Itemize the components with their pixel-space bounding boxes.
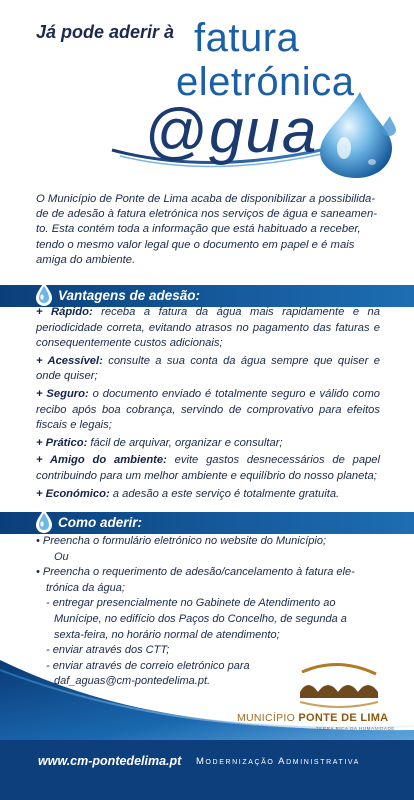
- email-address: daf_aguas@cm-pontedelima.pt.: [54, 675, 211, 688]
- list-item: sexta-feira, no horário normal de atendimento;: [54, 628, 280, 641]
- water-drop-icon: [34, 508, 54, 534]
- list-item: - entregar presencialmente no Gabinete de Atendimento ao: [46, 597, 336, 610]
- list-item: [36, 453, 380, 484]
- advantage-label: + Prático:: [36, 436, 88, 449]
- hero-title-line3: @gua: [144, 97, 319, 166]
- intro-line: tendo o mesmo valor legal que o documento em papel e é mais: [36, 238, 355, 251]
- intro-line: amiga do ambiente.: [36, 253, 136, 266]
- list-item: [36, 354, 380, 385]
- advantage-text: fácil de arquivar, organizar e consultar;: [87, 436, 283, 449]
- water-drop-icon: [34, 281, 54, 307]
- logo-prefix: MUNICÍPIO: [237, 712, 296, 724]
- advantage-label: + Rápido:: [36, 306, 93, 318]
- logo-name: [237, 712, 388, 724]
- list-item: • Preencha o requerimento de adesão/cancelamento à fatura ele-: [36, 566, 355, 579]
- advantage-label: + Acessível:: [36, 354, 103, 367]
- list-item: [36, 487, 380, 503]
- advantage-label: + Económico:: [36, 487, 110, 500]
- advantages-title: Vantagens de adesão:: [58, 288, 201, 303]
- footer-bar: [0, 740, 414, 800]
- advantages-list: [36, 305, 380, 504]
- logo-tagline: TERRA RICA DA HUMANIDADE: [316, 726, 395, 731]
- list-item: • Preencha o formulário eletrónico no website do Município;: [36, 535, 327, 547]
- intro-line: O Município de Ponte de Lima acaba de disponibilizar a possibilida-: [36, 193, 376, 205]
- intro-paragraph: [36, 192, 380, 268]
- intro-line: de de adesão à fatura eletrónica nos serviços de água e saneamen-: [36, 208, 378, 221]
- advantages-section-bar: [0, 285, 414, 307]
- list-item: [36, 436, 380, 452]
- bridge-logo-icon: [298, 662, 380, 712]
- list-item: [36, 387, 380, 434]
- hero-title-line2: eletrónica: [176, 60, 355, 104]
- footer-department: Modernização Administrativa: [196, 756, 360, 767]
- how-section-bar: [0, 512, 414, 534]
- hero-banner: [0, 0, 414, 178]
- how-title: Como aderir:: [58, 515, 143, 530]
- logo-title: PONTE DE LIMA: [298, 712, 389, 724]
- advantage-text: receba a fatura da água mais rapidamente e na periodicidade correta, evitando atrasos no pagamento das faturas e consequentemente custos adicionais;: [36, 306, 380, 350]
- footer-url-link[interactable]: www.cm-pontedelima.pt: [38, 754, 182, 768]
- list-item: - enviar através dos CTT;: [46, 644, 170, 657]
- list-item: Munícipe, no edifício dos Paços do Concelho, de segunda a: [54, 612, 347, 625]
- advantage-text: evite gastos desnecessários de papel contribuindo para um melhor ambiente e equilíbrio do nosso planeta;: [36, 454, 380, 482]
- list-item: trónica da água;: [46, 581, 125, 594]
- list-item: Ou: [54, 550, 69, 563]
- advantage-text: o documento enviado é totalmente seguro e válido como recibo após boa cobrança, servindo de comprovativo para efeitos fiscais e legais;: [36, 387, 381, 432]
- advantage-text: a adesão a este serviço é totalmente gratuita.: [109, 487, 340, 500]
- intro-line: to. Esta contém toda a informação que está habituado a receber,: [36, 223, 361, 236]
- list-item: [36, 305, 380, 352]
- list-item: - enviar através de correio eletrónico para: [46, 659, 250, 672]
- advantage-text: consulte a sua conta da água sempre que quiser e onde quiser;: [36, 354, 380, 383]
- advantage-label: + Seguro:: [36, 387, 89, 400]
- hero-title-line1: fatura: [194, 16, 300, 60]
- advantage-label: + Amigo do ambiente:: [36, 454, 167, 467]
- intro-heading: Já pode aderir à: [36, 22, 175, 42]
